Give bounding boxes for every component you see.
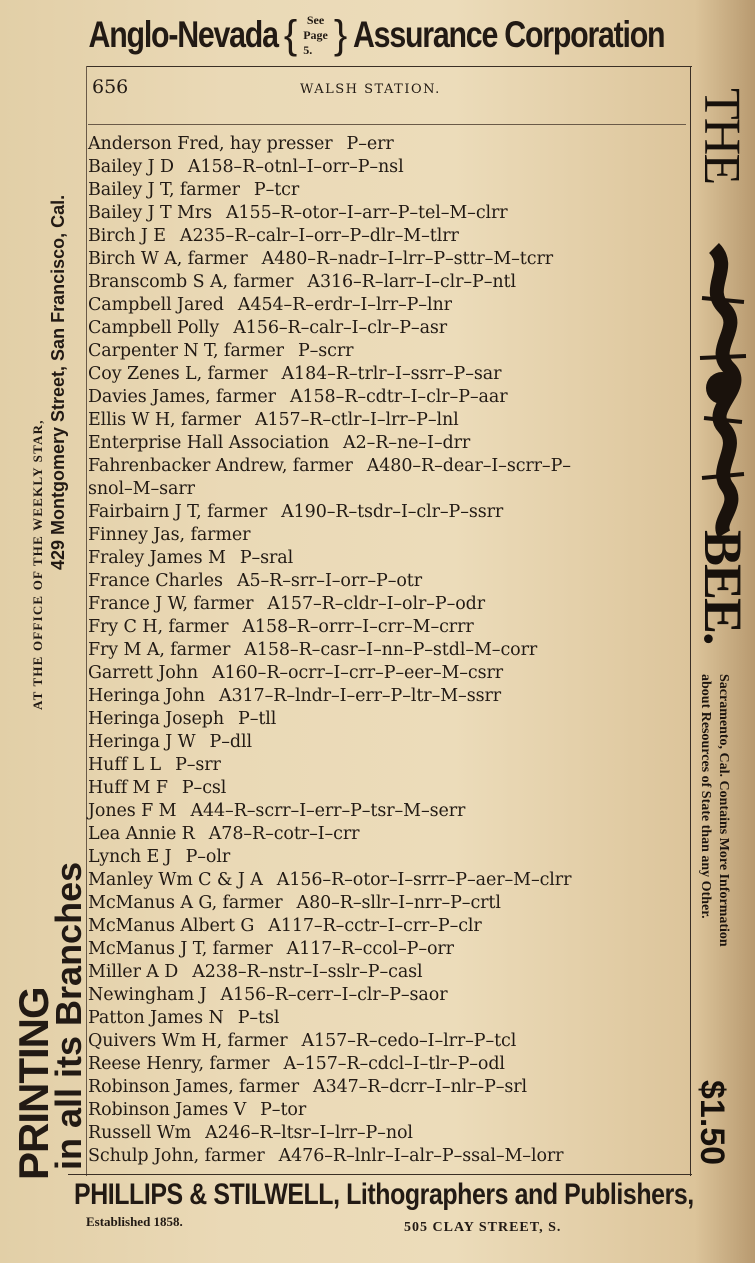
entry-name: Garrett John — [88, 663, 199, 683]
directory-entry — [88, 363, 688, 386]
entry-detail: A156–R–otor–I–srrr–P–aer–M–clrr — [276, 870, 572, 890]
directory-entry — [88, 156, 688, 179]
entry-detail: A117–R–cctr–I–crr–P–clr — [268, 916, 482, 936]
directory-entry — [88, 662, 688, 685]
directory-entry — [88, 823, 688, 846]
entry-name: Quivers Wm H, farmer — [88, 1031, 288, 1051]
entry-detail: A158–R–orrr–I–crr–M–crrr — [242, 617, 474, 637]
directory-entry — [88, 846, 688, 869]
entry-detail: A157–R–cedo–I–lrr–P–tcl — [301, 1031, 517, 1051]
directory-entry — [88, 593, 688, 616]
footer-firm: PHILLIPS & STILWELL, Lithographers and Publishers, — [74, 1178, 694, 1211]
section-title: WALSH STATION. — [300, 82, 441, 97]
page-header-ad — [90, 6, 690, 64]
entry-name: Anderson Fred, hay presser — [88, 134, 333, 154]
entry-detail: P–tcr — [253, 180, 300, 200]
entry-detail: A2–R–ne–I–drr — [343, 433, 471, 453]
directory-entry — [88, 685, 688, 708]
entry-detail: A347–R–dcrr–I–nlr–P–srl — [313, 1077, 528, 1097]
entry-name: Miller A D — [88, 962, 179, 982]
entry-name: Fraley James M — [88, 548, 226, 568]
entry-name: McManus J T, farmer — [88, 939, 273, 959]
entry-name: Fry M A, farmer — [88, 640, 231, 660]
entry-detail: A235–R–calr–I–orr–P–dlr–M–tlrr — [179, 226, 459, 246]
directory-entry — [88, 202, 688, 225]
frame-bottom-rule — [68, 1174, 692, 1175]
entry-name: Davies James, farmer — [88, 387, 276, 407]
directory-entry — [88, 294, 688, 317]
entry-detail: A480–R–nadr–I–lrr–P–sttr–M–tcrr — [261, 249, 553, 269]
office-line: AT THE OFFICE OF THE WEEKLY STAR, — [30, 419, 45, 710]
directory-entry — [88, 570, 688, 593]
entry-detail: P–tll — [238, 709, 277, 729]
directory-entry — [88, 1076, 688, 1099]
entry-name: Reese Henry, farmer — [88, 1054, 270, 1074]
header-left-text: Anglo-Nevada — [88, 14, 278, 55]
entry-name: Robinson James, farmer — [88, 1077, 300, 1097]
entry-detail: P–csl — [181, 778, 227, 798]
entry-detail: A158–R–casr–I–nn–P–stdl–M–corr — [244, 640, 538, 660]
entry-name: Robinson James V — [88, 1100, 247, 1120]
directory-entry — [88, 754, 688, 777]
entry-detail: A156–R–cerr–I–clr–P–saor — [220, 985, 448, 1005]
bee-tagline-2: about Resources of State than any Other. — [698, 674, 713, 919]
entry-detail: P–tsl — [237, 1008, 280, 1028]
the-word: THE — [693, 88, 750, 184]
entry-name: Coy Zenes L, farmer — [88, 364, 268, 384]
entry-name: Patton James N — [88, 1008, 224, 1028]
entry-detail: A156–R–calr–I–clr–P–asr — [233, 318, 448, 338]
entry-name: Carpenter N T, farmer — [88, 341, 284, 361]
frame-top-rule — [86, 66, 692, 67]
entry-detail: A238–R–nstr–I–sslr–P–casl — [192, 962, 423, 982]
directory-entry — [88, 524, 688, 547]
header-right-text: Assurance Corporation — [353, 14, 665, 55]
footer-address: 505 CLAY STREET, S. — [404, 1220, 562, 1235]
entry-detail: A476–R–lnlr–I–alr–P–ssal–M–lorr — [278, 1146, 564, 1166]
directory-entry — [88, 386, 688, 409]
entry-name: Schulp John, farmer — [88, 1146, 265, 1166]
entry-detail: A190–R–tsdr–I–clr–P–ssrr — [281, 502, 504, 522]
entry-name: Ellis W H, farmer — [88, 410, 241, 430]
branches-text: in all its Branches — [48, 861, 89, 1170]
entry-name: Manley Wm C & J A — [88, 870, 263, 890]
entry-detail: A117–R–ccol–P–orr — [286, 939, 454, 959]
entry-detail: P–olr — [185, 847, 231, 867]
entry-name: Lynch E J — [88, 847, 172, 867]
left-margin-ad — [2, 130, 89, 1180]
entry-detail: P–err — [346, 134, 394, 154]
entry-detail: A184–R–trlr–I–ssrr–P–sar — [281, 364, 502, 384]
bee-tagline — [696, 674, 732, 947]
entry-detail: A–157–R–cdcl–I–tlr–P–odl — [283, 1054, 505, 1074]
entry-name: Birch J E — [88, 226, 166, 246]
entry-detail: A157–R–cldr–I–olr–P–odr — [267, 594, 486, 614]
entry-detail: A454–R–erdr–I–lrr–P–lnr — [237, 295, 452, 315]
directory-entry — [88, 248, 688, 271]
page-footer-ad — [74, 1176, 694, 1235]
entry-detail: A316–R–larr–I–clr–P–ntl — [307, 272, 516, 292]
directory-entry — [88, 938, 688, 961]
directory-entry — [88, 271, 688, 294]
entry-detail: A160–R–ocrr–I–crr–P–eer–M–csrr — [212, 663, 504, 683]
entry-detail: A246–R–ltsr–I–lrr–P–nol — [205, 1123, 413, 1143]
entry-name: Bailey J D — [88, 157, 174, 177]
directory-entry — [88, 547, 688, 570]
directory-entry — [88, 1145, 688, 1168]
entry-name: Heringa John — [88, 686, 205, 706]
directory-entry — [88, 800, 688, 823]
directory-entry — [88, 616, 688, 639]
entry-detail: A78–R–cotr–I–crr — [208, 824, 360, 844]
entry-name: Russell Wm — [88, 1123, 192, 1143]
brace-right: } — [333, 12, 348, 57]
entry-name: Huff M F — [88, 778, 168, 798]
directory-entry — [88, 225, 688, 248]
directory-entry — [88, 961, 688, 984]
frame-right-rule — [690, 66, 691, 1176]
entry-detail: P–scrr — [297, 341, 354, 361]
entry-name: Campbell Jared — [88, 295, 224, 315]
directory-entry — [88, 1007, 688, 1030]
entry-name: Fry C H, farmer — [88, 617, 229, 637]
directory-entries — [88, 133, 688, 1168]
entry-detail: A158–R–otnl–I–orr–P–nsl — [187, 157, 404, 177]
entry-name: Lea Annie R — [88, 824, 195, 844]
entry-detail: A157–R–ctlr–I–lrr–P–lnl — [254, 410, 459, 430]
bee-tagline-1: Sacramento, Cal. Contains More Information — [716, 674, 731, 947]
directory-entry — [88, 1053, 688, 1076]
directory-entry — [88, 501, 688, 524]
directory-entry — [88, 1099, 688, 1122]
entry-name: Fairbairn J T, farmer — [88, 502, 268, 522]
directory-entry — [88, 432, 688, 455]
entry-name: Bailey J T Mrs — [88, 203, 212, 223]
entry-detail: A80–R–sllr–I–nrr–P–crtl — [296, 893, 501, 913]
directory-entry — [88, 478, 688, 501]
right-margin-ad — [692, 70, 755, 1180]
bee-engraving-image — [694, 238, 752, 538]
entry-name: Huff L L — [88, 755, 162, 775]
directory-entry — [88, 340, 688, 363]
entry-name: France Charles — [88, 571, 223, 591]
see-line-1: See — [306, 12, 325, 27]
entry-name: Campbell Polly — [88, 318, 220, 338]
entry-name: Finney Jas, farmer — [88, 525, 251, 545]
directory-entry — [88, 777, 688, 800]
directory-entry — [88, 869, 688, 892]
directory-entry — [88, 409, 688, 432]
entry-name: Enterprise Hall Association — [88, 433, 330, 453]
directory-entry — [88, 317, 688, 340]
directory-entry — [88, 984, 688, 1007]
directory-entry — [88, 133, 688, 156]
entry-detail: A480–R–dear–I–scrr–P– — [366, 456, 571, 476]
entry-name: Bailey J T, farmer — [88, 180, 240, 200]
entry-name: Fahrenbacker Andrew, farmer — [88, 456, 353, 476]
entry-name: McManus Albert G — [88, 916, 255, 936]
heading-rule — [88, 124, 686, 125]
directory-entry — [88, 708, 688, 731]
entry-name: Branscomb S A, farmer — [88, 272, 294, 292]
see-line-2: Page 5. — [303, 27, 328, 57]
entry-name: Newingham J — [88, 985, 207, 1005]
directory-entry — [88, 455, 688, 478]
entry-name: Birch W A, farmer — [88, 249, 248, 269]
directory-entry — [88, 1122, 688, 1145]
entry-detail: P–dll — [209, 732, 252, 752]
address-line: 429 Montgomery Street, San Francisco, Cal. — [48, 194, 68, 570]
directory-entry — [88, 639, 688, 662]
entry-name: Heringa J W — [88, 732, 196, 752]
entry-name: snol–M–sarr — [88, 479, 195, 499]
see-page-note — [303, 13, 328, 58]
entry-detail: A155–R–otor–I–arr–P–tel–M–clrr — [225, 203, 508, 223]
directory-entry — [88, 731, 688, 754]
entry-name: Jones F M — [88, 801, 177, 821]
directory-entry — [88, 915, 688, 938]
entry-detail: A5–R–srr–I–orr–P–otr — [236, 571, 422, 591]
brace-left: { — [283, 12, 298, 57]
footer-established: Established 1858. — [86, 1214, 183, 1229]
printing-word: PRINTING — [10, 987, 57, 1180]
price-text: $1.50 — [693, 1080, 731, 1166]
entry-detail: A317–R–lndr–I–err–P–ltr–M–ssrr — [218, 686, 501, 706]
page-number: 656 — [92, 76, 129, 98]
entry-name: France J W, farmer — [88, 594, 254, 614]
entry-name: Heringa Joseph — [88, 709, 225, 729]
entry-detail: P–sral — [239, 548, 294, 568]
entry-detail: P–srr — [175, 755, 221, 775]
entry-detail: A44–R–scrr–I–err–P–tsr–M–serr — [190, 801, 466, 821]
entry-detail: A158–R–cdtr–I–clr–P–aar — [289, 387, 508, 407]
directory-entry — [88, 179, 688, 202]
entry-name: McManus A G, farmer — [88, 893, 283, 913]
entry-detail: P–tor — [260, 1100, 307, 1120]
directory-entry — [88, 1030, 688, 1053]
directory-entry — [88, 892, 688, 915]
bee-word: BEE. — [693, 530, 753, 644]
